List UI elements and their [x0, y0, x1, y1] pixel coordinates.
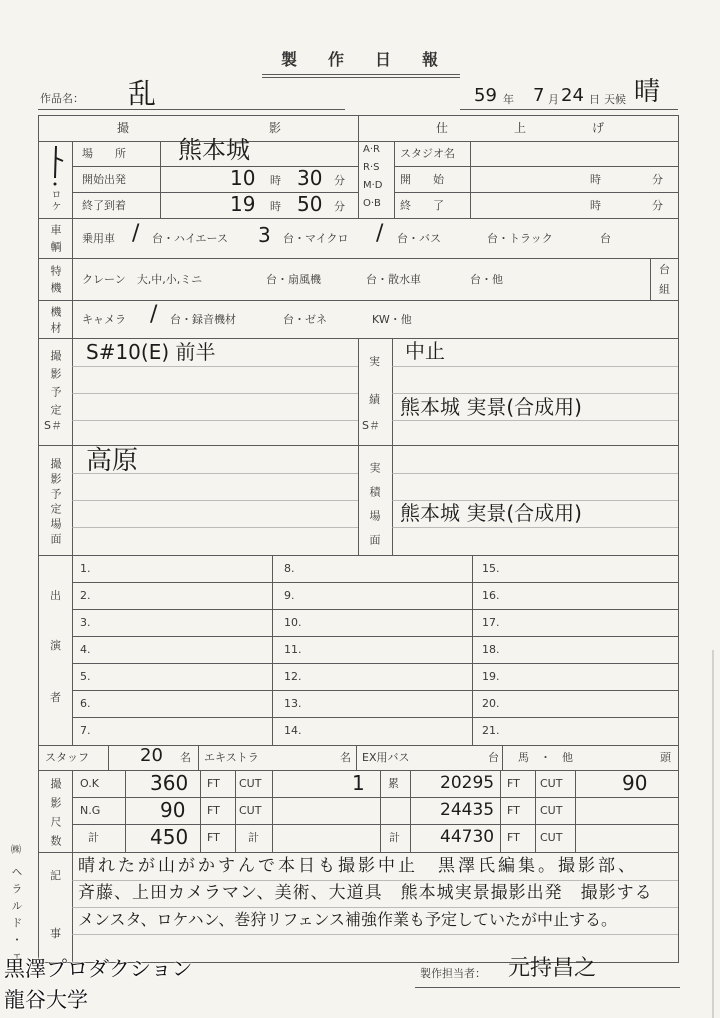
- horse-unit: 頭: [660, 751, 671, 764]
- ruled-writing-lines: [72, 367, 678, 935]
- cast-label: 出: [50, 589, 61, 602]
- notes-line: メンスタ、ロケハン、巻狩リフェンス補強作業も予定していたが中止する。: [78, 910, 618, 929]
- notes-label: 事: [50, 927, 61, 940]
- end-hour: 19: [230, 192, 256, 216]
- scene-result-label: 実: [369, 355, 380, 368]
- producer-name: 元持昌之: [508, 956, 597, 981]
- cast-number: 12.: [284, 670, 302, 683]
- cast-number: 10.: [284, 616, 302, 629]
- notes-label: 記: [50, 869, 61, 882]
- studio-end-minute-unit: 分: [652, 199, 663, 212]
- end-hour-unit: 時: [270, 200, 281, 213]
- cast-number: 16.: [482, 589, 500, 602]
- total-label: 計: [88, 831, 99, 844]
- cumulative-label: 累: [388, 777, 399, 790]
- scene-result-number-label: S＃: [362, 419, 380, 432]
- hiace-label: 台・ハイエース: [152, 232, 229, 245]
- date-day-unit: 日: [589, 93, 600, 106]
- work-title-label: 作品名：: [40, 92, 84, 105]
- setting-plan-label: 撮影予定場面: [49, 458, 62, 548]
- cumulative-total-footage: 44730: [440, 827, 495, 847]
- studio-end-label: 終 了: [400, 199, 444, 212]
- cast-number: 18.: [482, 643, 500, 656]
- studio-code: A·R: [363, 144, 380, 155]
- special-unit-kumi: 組: [659, 283, 670, 296]
- micro-count: /: [376, 221, 384, 246]
- shooting-column-header: 撮影: [117, 121, 422, 135]
- cut-label: CUT: [540, 777, 563, 790]
- cast-number: 7.: [80, 724, 91, 737]
- scene-number-label: S＃: [44, 419, 62, 432]
- ft-unit: FT: [507, 777, 520, 790]
- cut-label: CUT: [239, 804, 262, 817]
- cast-label: 演: [50, 639, 61, 652]
- cast-number: 17.: [482, 616, 500, 629]
- total-footage: 450: [150, 825, 189, 849]
- setting-result-value: 熊本城 実景(合成用): [400, 501, 582, 525]
- cast-number: 21.: [482, 724, 500, 737]
- setting-plan-value: 高原: [86, 446, 139, 476]
- ng-label: N.G: [80, 804, 101, 817]
- sprinkler-label: 台・散水車: [366, 273, 421, 286]
- equipment-row-label: 機材: [49, 306, 62, 338]
- special-equipment-row-label: 特機: [49, 265, 62, 299]
- cut-label: CUT: [239, 777, 262, 790]
- cumulative-ng-footage: 24435: [440, 800, 495, 820]
- ok-label: O.K: [80, 777, 99, 790]
- ok-footage: 360: [150, 771, 189, 795]
- date-year: 59: [474, 85, 497, 106]
- location-check-mark: [54, 146, 64, 186]
- scene-plan-label: 撮影予定: [49, 350, 62, 422]
- watermark-line: 龍谷大学: [4, 988, 88, 1012]
- special-other-label: 台・他: [470, 273, 503, 286]
- cast-number: 11.: [284, 643, 302, 656]
- date-year-unit: 年: [503, 93, 514, 106]
- cast-number: 5.: [80, 670, 91, 683]
- date-day: 24: [561, 85, 584, 106]
- weather-value: 晴: [634, 77, 661, 107]
- finishing-column-header: 仕上げ: [436, 121, 671, 135]
- cast-number: 13.: [284, 697, 302, 710]
- hiace-count: 3: [258, 223, 271, 247]
- cast-number: 20.: [482, 697, 500, 710]
- cast-number: 6.: [80, 697, 91, 710]
- cast-number: 15.: [482, 562, 500, 575]
- work-title: 乱: [128, 77, 157, 110]
- vehicles-row-label: 車輌: [49, 224, 62, 258]
- watermark-line: 黒澤プロダクション: [4, 957, 193, 981]
- studio-code: O·B: [363, 198, 381, 209]
- ng-footage: 90: [160, 798, 186, 822]
- ft-unit: FT: [507, 831, 520, 844]
- cumulative-ok-footage: 20295: [440, 773, 495, 793]
- start-label: 開始出発: [82, 173, 126, 186]
- micro-label: 台・マイクロ: [283, 232, 349, 245]
- staff-label: スタッフ: [45, 751, 89, 764]
- studio-start-hour-unit: 時: [590, 173, 601, 186]
- date-month: 7: [533, 85, 545, 106]
- producer-label: 製作担当者：: [420, 967, 486, 980]
- scene-result-label: 績: [369, 393, 380, 406]
- ft-unit: FT: [507, 804, 520, 817]
- vehicle-last-unit: 台: [600, 232, 611, 245]
- scene-result-line: 中止: [405, 339, 445, 363]
- start-minute-unit: 分: [334, 174, 345, 187]
- cumulative-cut-count: 90: [622, 771, 648, 795]
- total-label: 計: [389, 831, 400, 844]
- crane-label: クレーン 大,中,小,ミニ: [82, 273, 203, 286]
- cast-number: 9.: [284, 589, 295, 602]
- start-minute: 30: [297, 166, 323, 190]
- special-unit-dai: 台: [659, 263, 670, 276]
- studio-start-label: 開 始: [400, 173, 444, 186]
- scene-result-line: 熊本城 実景(合成用): [400, 395, 582, 419]
- staff-unit: 名: [180, 751, 191, 764]
- total-label: 計: [248, 831, 259, 844]
- cast-number: 8.: [284, 562, 295, 575]
- form-title: 製作日報: [281, 50, 470, 69]
- weather-label: 天候: [604, 93, 626, 106]
- cast-number: 1.: [80, 562, 91, 575]
- end-label: 終了到着: [82, 199, 126, 212]
- car-label: 乗用車: [82, 232, 115, 245]
- extras-unit: 名: [340, 751, 351, 764]
- ex-bus-unit: 台: [488, 751, 499, 764]
- footage-row-label: 撮影尺数: [49, 778, 62, 854]
- ft-unit: FT: [207, 804, 220, 817]
- ft-unit: FT: [207, 777, 220, 790]
- scene-plan-value: S#10(E) 前半: [86, 340, 216, 364]
- sound-equipment-label: 台・録音機材: [170, 313, 236, 326]
- cast-number: 14.: [284, 724, 302, 737]
- ok-cut-count: 1: [352, 771, 365, 795]
- studio-end-hour-unit: 時: [590, 199, 601, 212]
- studio-name-label: スタジオ名: [400, 147, 455, 160]
- fan-label: 台・扇風機: [266, 273, 321, 286]
- cut-label: CUT: [540, 831, 563, 844]
- cast-number: 4.: [80, 643, 91, 656]
- cast-number: 19.: [482, 670, 500, 683]
- generator-label: 台・ゼネ: [283, 313, 327, 326]
- car-count: /: [132, 221, 140, 246]
- truck-label: 台・トラック: [487, 232, 553, 245]
- cast-label: 者: [50, 691, 61, 704]
- staff-count: 20: [140, 745, 163, 766]
- studio-start-minute-unit: 分: [652, 173, 663, 186]
- cut-label: CUT: [540, 804, 563, 817]
- notes-line: 斉藤、上田カメラマン、美術、大道具 熊本城実景撮影出発 撮影する: [78, 883, 653, 903]
- cast-number: 3.: [80, 616, 91, 629]
- extras-label: エキストラ: [204, 751, 259, 764]
- camera-count: /: [150, 302, 158, 327]
- setting-result-label: 実積場面: [368, 462, 381, 558]
- start-hour: 10: [230, 166, 256, 190]
- end-minute-unit: 分: [334, 200, 345, 213]
- ft-unit: FT: [207, 831, 220, 844]
- company-mark: ㈱: [11, 845, 21, 856]
- notes-line: 晴れたが山がかすんで本日も撮影中止 黒澤氏編集。撮影部、: [78, 856, 638, 876]
- start-hour-unit: 時: [270, 174, 281, 187]
- horse-label: 馬 ・ 他: [518, 751, 573, 764]
- place-label: 場 所: [82, 147, 126, 160]
- studio-code: M·D: [363, 180, 383, 191]
- cast-number: 2.: [80, 589, 91, 602]
- end-minute: 50: [297, 192, 323, 216]
- studio-code: R·S: [363, 162, 380, 173]
- company-name: ヘラルド・エー: [10, 866, 23, 985]
- bus-label: 台・バス: [397, 232, 441, 245]
- camera-label: キャメラ: [82, 313, 126, 326]
- place-value: 熊本城: [178, 136, 250, 164]
- date-month-unit: 月: [548, 93, 559, 106]
- ex-bus-label: EX用バス: [362, 751, 410, 764]
- equipment-other-label: KW・他: [372, 313, 412, 326]
- location-row-label: ロケ: [49, 189, 60, 213]
